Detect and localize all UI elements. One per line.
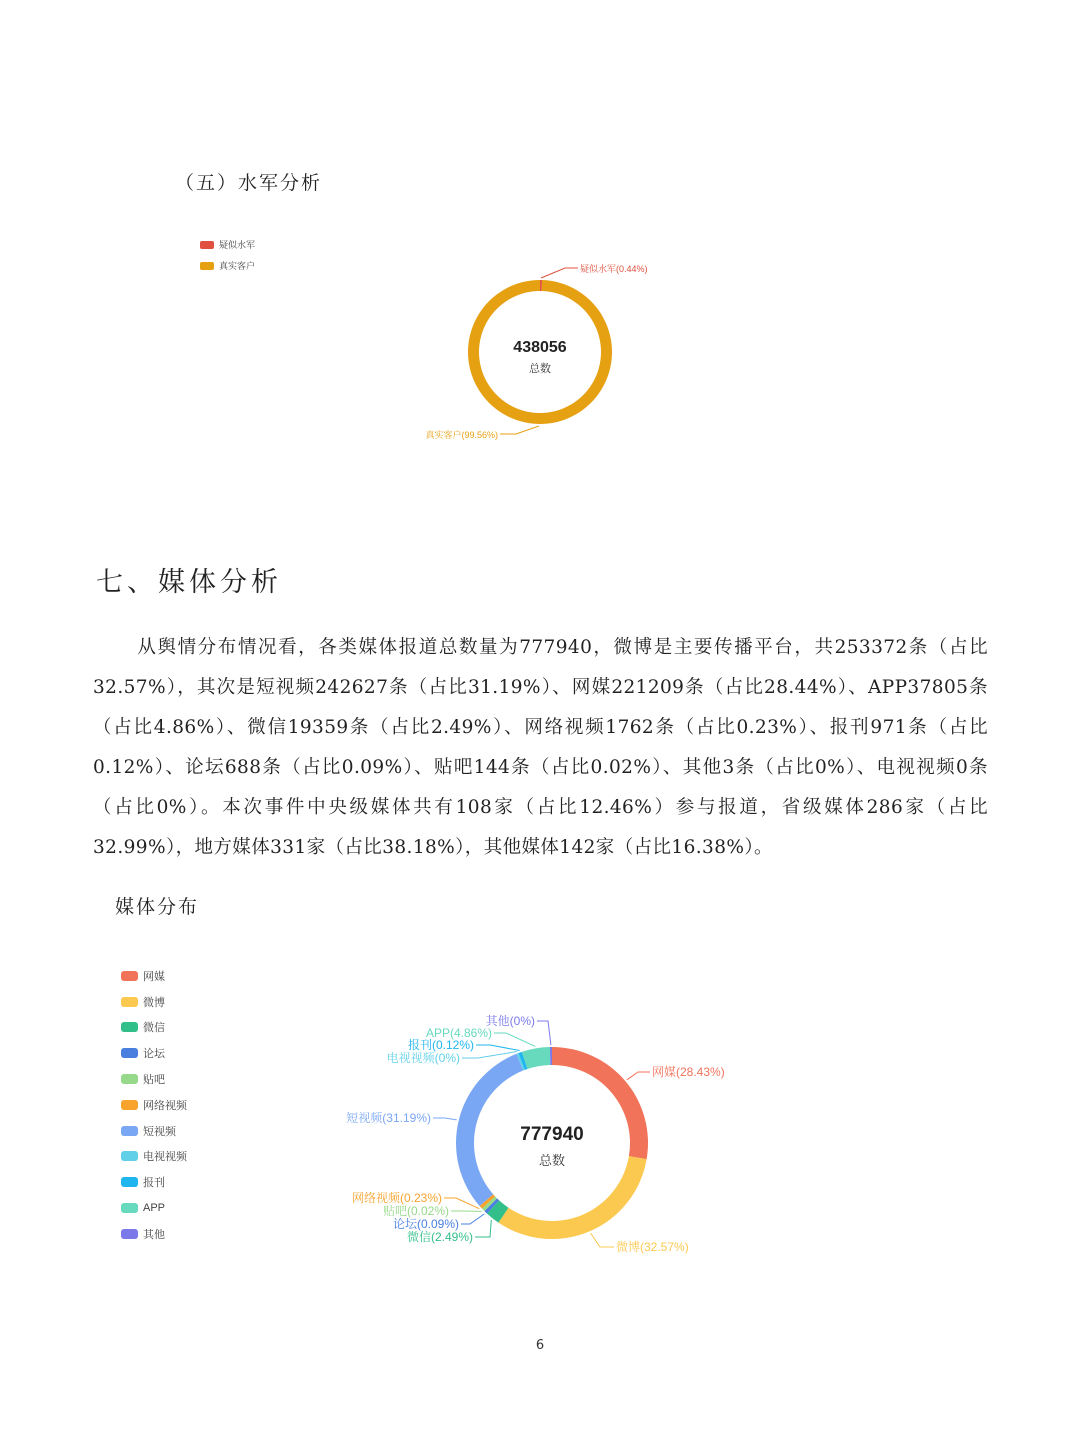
slice-label: 网络视频(0.23%) [351, 1191, 442, 1205]
slice-label: 其他(0%) [485, 1014, 535, 1028]
paragraph-text: 从舆情分布情况看，各类媒体报道总数量为777940，微博是主要传播平台，共253372条（占比32.57%），其次是短视频242627条（占比31.19%）、网媒221209条（占比28.44%）、APP37805条（占比4.86%）、微信19359条（占比2.49%）、网络视频1762条（占比0.23%）、报刊971条（占比0.12%）、论坛688条（占比0.09%）、贴吧144条（占比0.02%）、其他3条（占比0%）、电视视频0条（占比0%）。本次事件中央级媒体共有108家（占比12.46%）参与报道，省级媒体286家（占比32.99%），地方媒体331家（占比38.18%），其他媒体142家（占比16.38%）。 [93, 637, 988, 858]
label-leader-line [476, 1045, 520, 1051]
slice-label: 疑似水军(0.44%) [580, 264, 648, 274]
media-center-label: 总数 [538, 1153, 566, 1168]
label-leader-line [433, 1118, 457, 1120]
media-chart-title: 媒体分布 [115, 896, 200, 918]
label-leader-line [475, 1220, 491, 1237]
label-leader-line [627, 1072, 650, 1080]
label-leader-line [462, 1052, 517, 1058]
section-heading-media-analysis: 七、媒体分析 [96, 567, 282, 598]
label-leader-line [461, 1214, 484, 1224]
slice-label: 真实客户(99.56%) [425, 430, 498, 440]
slice-label: 短视频(31.19%) [346, 1111, 431, 1125]
section-heading-water-army: （五）水军分析 [175, 172, 323, 194]
legend-label: 网媒 [143, 970, 165, 983]
legend-label: 电视视频 [143, 1151, 187, 1164]
slice-label: 电视视频(0%) [386, 1051, 460, 1065]
legend-label: APP [143, 1202, 166, 1215]
label-leader-line [591, 1233, 614, 1247]
legend-label: 贴吧 [143, 1074, 165, 1087]
legend-label: 疑似水军 [219, 240, 256, 250]
water-center-label: 总数 [529, 363, 551, 375]
label-leader-line [494, 1033, 535, 1046]
legend-label: 微博 [143, 996, 165, 1009]
legend-label: 报刊 [143, 1177, 165, 1190]
legend-label: 微信 [143, 1022, 165, 1035]
legend-label: 短视频 [143, 1125, 176, 1138]
water-center-value: 438056 [513, 339, 567, 356]
label-leader-line [444, 1198, 479, 1209]
legend-label: 网络视频 [143, 1099, 187, 1112]
slice-label: 报刊(0.12%) [407, 1038, 474, 1052]
slice-label: 论坛(0.09%) [392, 1217, 459, 1231]
donut-slice[interactable] [456, 1054, 523, 1206]
media-center-value: 777940 [520, 1124, 584, 1145]
slice-label: APP(4.86%) [425, 1026, 492, 1040]
slice-label: 微信(2.49%) [406, 1230, 473, 1244]
slice-label: 贴吧(0.02%) [382, 1204, 449, 1218]
label-leader-line [537, 1021, 551, 1045]
page-number: 6 [535, 1338, 545, 1353]
legend-label: 其他 [143, 1228, 165, 1241]
slice-label: 微博(32.57%) [616, 1240, 689, 1254]
legend-label: 真实客户 [219, 261, 256, 271]
donut-slice[interactable] [498, 1156, 646, 1239]
legend-label: 论坛 [143, 1048, 165, 1061]
slice-label: 网媒(28.43%) [652, 1065, 725, 1079]
